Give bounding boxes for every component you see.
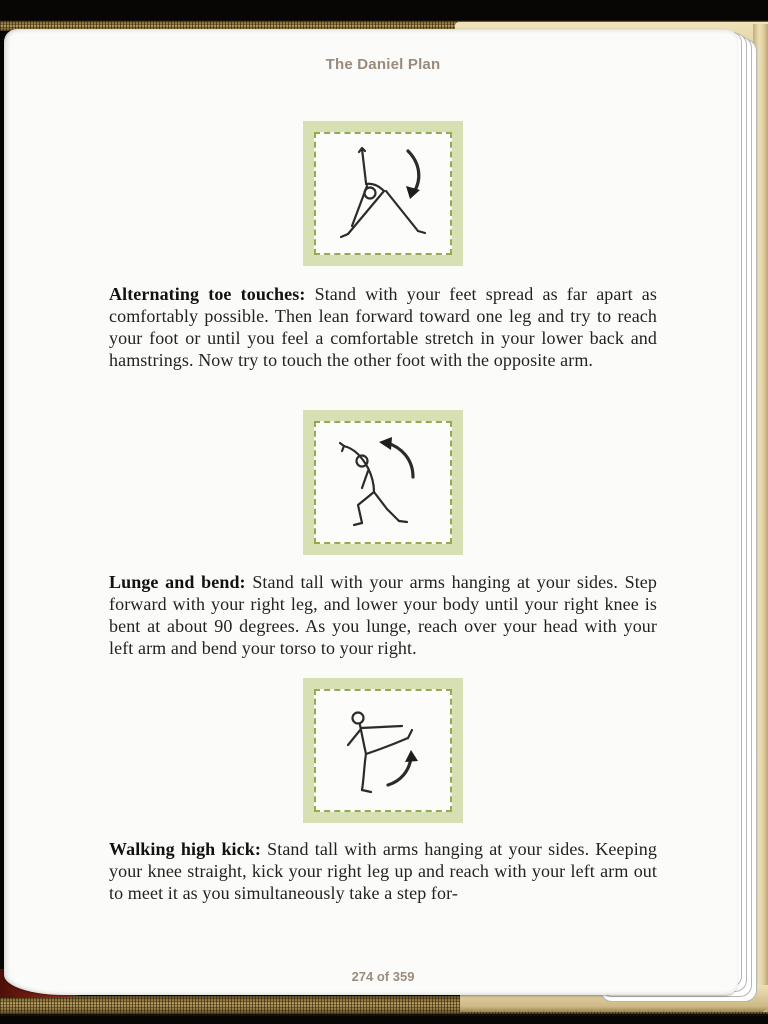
lunge-and-bend-figure-icon xyxy=(324,430,442,536)
page-number-indicator: 274 of 359 xyxy=(351,969,415,984)
page-content xyxy=(109,29,657,995)
exercise-title: Walking high kick: xyxy=(109,839,261,859)
book-page[interactable] xyxy=(4,29,738,995)
toe-touch-figure-icon xyxy=(324,141,442,247)
walking-high-kick-figure-illustration xyxy=(314,689,452,812)
toe-touch-figure-illustration xyxy=(314,132,452,255)
exercise-title: Alternating toe touches: xyxy=(109,284,306,304)
walking-high-kick-figure-icon xyxy=(324,698,442,804)
illustration-frame-high-kick xyxy=(303,678,463,823)
exercise-paragraph xyxy=(109,283,657,371)
illustration-frame-lunge-bend xyxy=(303,410,463,555)
illustration-frame-toe-touch xyxy=(303,121,463,266)
exercise-paragraph xyxy=(109,838,657,904)
rotation-arrow-icon xyxy=(406,151,420,199)
exercise-description: Stand tall with arms hanging at your sides. Keeping your knee straight, kick your right leg up and reach with your left arm out to meet it as you simultaneously take a step for- xyxy=(109,839,657,903)
rotation-arrow-icon xyxy=(379,437,413,477)
rotation-arrow-icon xyxy=(388,750,418,785)
exercise-title: Lunge and bend: xyxy=(109,572,246,592)
lunge-and-bend-figure-illustration xyxy=(314,421,452,544)
exercise-description: Stand with your feet spread as far apart as comfortably possible. Then lean forward toward one leg and try to reach your foot or until you feel a comfortable stretch in your lower back and hamstrings. Now try to touch the other foot with the opposite arm. xyxy=(109,284,658,370)
book-title-header: The Daniel Plan xyxy=(325,56,441,73)
exercise-description: Stand tall with your arms hanging at your sides. Step forward with your right leg, and lower your body until your right knee is bent at about 90 degrees. As you lunge, reach over your head with your left arm and bend your torso to your right. xyxy=(109,572,657,658)
exercise-paragraph xyxy=(109,571,657,659)
